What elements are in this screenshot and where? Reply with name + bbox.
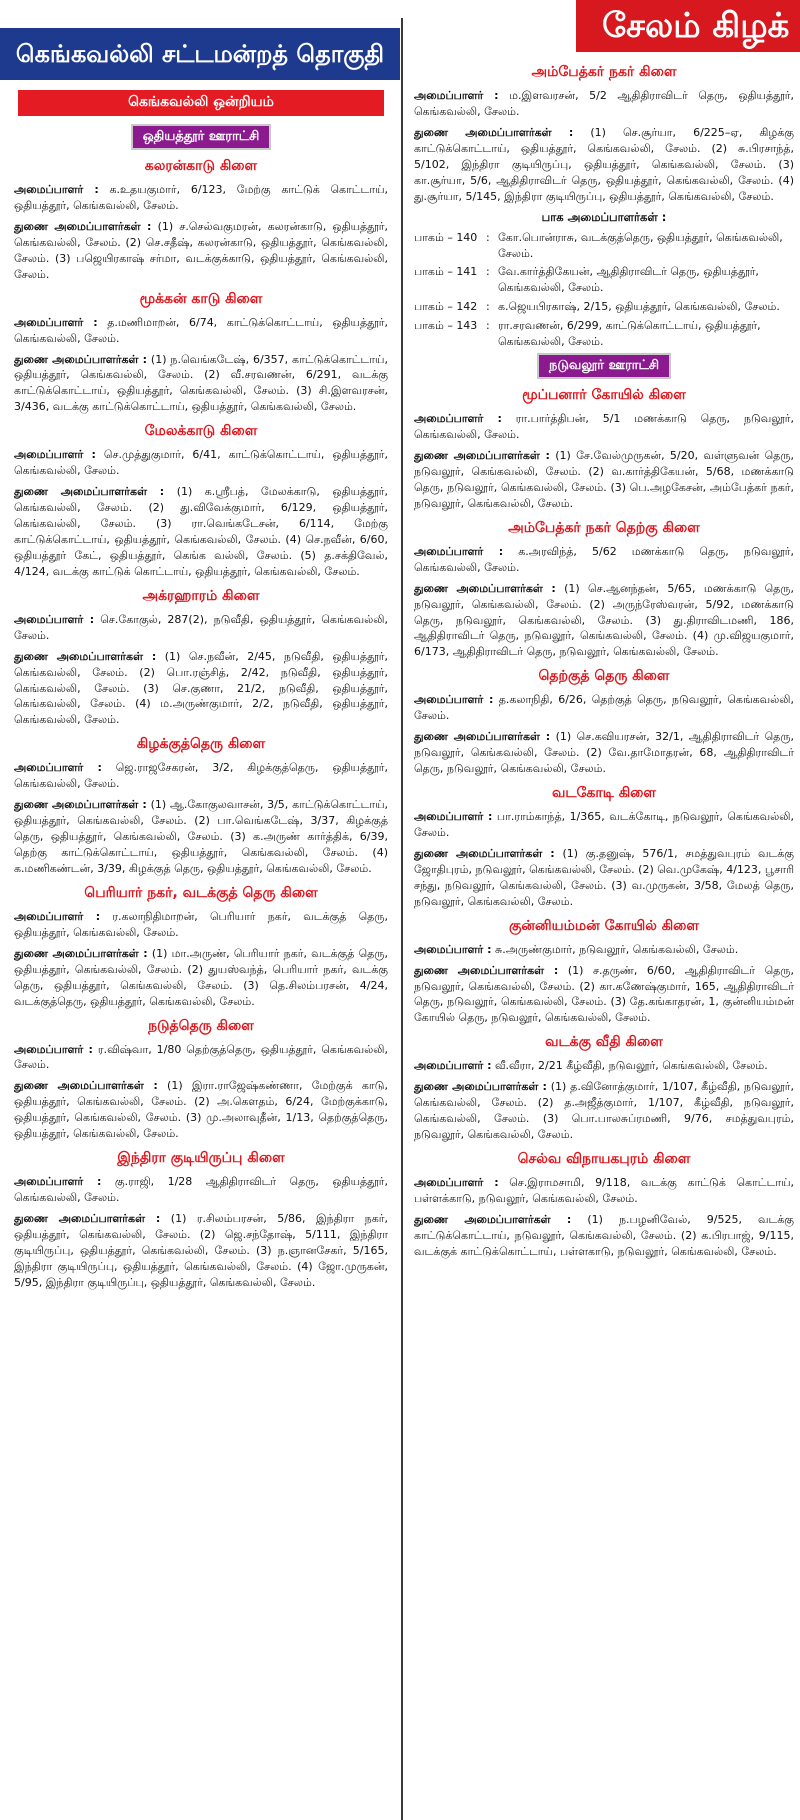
branch-section bbox=[14, 291, 388, 416]
organizer-text: கு.ராஜி, 1/28 ஆதிதிராவிடர் தெரு, ஒதியத்தூர், கெங்கவல்லி, சேலம். bbox=[14, 1175, 388, 1205]
branch-title: அக்ரஹாரம் கிளை bbox=[142, 587, 260, 604]
deputies-text: (1) க.ஸ்ரீபத், மேலக்காடு, ஒதியத்தூர், கெங்கவல்லி, சேலம். (2) து.விவேக்குமார், 6/129, ஒதியத்தூர், கெங்கவல்லி, சேலம். (3) ரா.வெங்கடேசன், 6/114, மேற்கு காட்டுக்கொட்டாய், ஒதியத்தூர், கெங்கவல்லி, சேலம். (4) செ.நவீன், 6/60, ஒதியத்தூர் கேட், ஒதியத்தூர், கெங்க வல்லி, சேலம். (5) த.சக்திவேல், 4/124, வடக்கு காட்டுக் கொட்டாய், ஒதியத்தூர், கெங்கவல்லி, சேலம். bbox=[14, 485, 388, 578]
deputies-label: துணை அமைப்பாளர்கள் : bbox=[414, 125, 574, 139]
deputies-label: துணை அமைப்பாளர்கள் : bbox=[14, 946, 148, 960]
deputies-entry bbox=[414, 963, 794, 1027]
branch-section bbox=[414, 668, 794, 777]
branch-section bbox=[414, 64, 794, 205]
organizer-label: அமைப்பாளர் : bbox=[14, 315, 98, 329]
deputies-label: துணை அமைப்பாளர்கள் : bbox=[414, 1212, 572, 1226]
deputies-label: துணை அமைப்பாளர்கள் : bbox=[414, 846, 555, 860]
branch-title: கலரன்காடு கிளை bbox=[144, 158, 258, 174]
booth-organizers bbox=[414, 210, 794, 351]
organizer-entry bbox=[414, 942, 794, 958]
branch-section bbox=[414, 1034, 794, 1143]
branch-title: அம்பேத்கர் நகர் தெற்கு கிளை bbox=[508, 519, 700, 536]
organizer-entry bbox=[414, 411, 794, 443]
organizer-entry bbox=[14, 612, 388, 644]
deputies-text: (1) செ.சூர்யா, 6/225–ஏ, கிழக்கு காட்டுக்கொட்டாய், ஒதியத்தூர், கெங்கவல்லி, சேலம். (2) சு.பிரசாந்த், 5/102, இந்திரா குடியிருப்பு, ஒதியத்தூர், கெங்கவல்லி, சேலம். (3) கா.சூர்யா, 5/6, ஆதிதிராவிடர் தெரு, ஒதியத்தூர், கெங்கவல்லி, சேலம். (4) து.சூர்யா, 5/145, இந்திரா குடியிருப்பு, ஒதியத்தூர், கெங்கவல்லி, சேலம். bbox=[414, 125, 794, 203]
deputies-text: (1) ர.சிலம்பரசன், 5/86, இந்திரா நகர், ஒதியத்தூர், கெங்கவல்லி, சேலம். (2) ஜெ.சந்தோஷ், 5/111, இந்திரா குடியிருப்பு, ஒதியத்தூர், கெங்கவல்லி, சேலம். (3) ந.ஞானசேகர், 5/165, இந்திரா குடியிருப்பு, ஒதியத்தூர், கெங்கவல்லி, சேலம். (4) ஜோ.முருகன், 5/95, இந்திரா குடியிருப்பு, ஒதியத்தூர், கெங்கவல்லி, சேலம். bbox=[14, 1212, 388, 1289]
branch-section bbox=[414, 520, 794, 661]
booth-heading: பாக அமைப்பாளர்கள் : bbox=[541, 209, 667, 224]
booth-text: கோ.பொன்ராசு, வடக்குத்தெரு, ஒதியத்தூர், கெங்கவல்லி, சேலம். bbox=[498, 230, 783, 260]
branch-title: வடக்கு வீதி கிளை bbox=[545, 1034, 663, 1051]
organizer-label: அமைப்பாளர் : bbox=[414, 1176, 499, 1189]
organizer-label: அமைப்பாளர் : bbox=[414, 810, 493, 823]
organizer-label: அமைப்பாளர் : bbox=[14, 1175, 102, 1189]
organizer-text: செ.முத்துகுமார், 6/41, காட்டுக்கொட்டாய், ஒதியத்தூர், கெங்கவல்லி, சேலம். bbox=[14, 448, 388, 478]
deputies-label: துணை அமைப்பாளர்கள் : bbox=[414, 581, 556, 595]
deputies-entry bbox=[414, 846, 794, 910]
branch-section bbox=[14, 588, 388, 729]
branch-title: மேலக்காடு கிளை bbox=[144, 423, 258, 440]
branch-title: இந்திரா குடியிருப்பு கிளை bbox=[117, 1150, 285, 1167]
organizer-label: அமைப்பாளர் : bbox=[414, 89, 499, 102]
deputies-text: (1) ச.செல்வகுமரன், கலரன்காடு, ஒதியத்தூர், கெங்கவல்லி, சேலம். (2) செ.சதீஷ், கலரன்காடு, ஒதியத்தூர், கெங்கவல்லி, சேலம். (3) பஜெயிரகாஷ் சர்மா, வடக்குக்காடு, ஒதியத்தூர், கெங்கவல்லி, சேலம். bbox=[14, 219, 388, 281]
deputies-label: துணை அமைப்பாளர்கள் : bbox=[414, 730, 551, 744]
branch-title: செல்வ விநாயகபுரம் கிளை bbox=[517, 1151, 691, 1167]
deputies-label: துணை அமைப்பாளர்கள் : bbox=[14, 1079, 158, 1093]
booth-number: பாகம் – 140 bbox=[414, 230, 478, 244]
organizer-entry bbox=[14, 1174, 388, 1206]
organizer-label: அமைப்பாளர் : bbox=[14, 183, 99, 196]
deputies-text: (1) செ.நவீன், 2/45, நடுவீதி, ஒதியத்தூர், கெங்கவல்லி, சேலம். (2) பொ.ரஞ்சித், 2/42, நடுவீதி, ஒதியத்தூர், கெங்கவல்லி, சேலம். (3) செ.குணா, 21/2, நடுவீதி, ஒதியத்தூர், கெங்கவல்லி, சேலம். (4) ம.அருண்குமார், 2/2, நடுவீதி, ஒதியத்தூர், கெங்கவல்லி, சேலம். bbox=[14, 649, 388, 727]
deputies-text: (1) செ.ஆனந்தன், 5/65, மணக்காடு தெரு, நடுவலூர், கெங்கவல்லி, சேலம். (2) அருந்ரேஸ்வரன், 5/92, மணக்காடு தெரு, நடுவலூர், கெங்கவல்லி, சேலம். (3) து.திராவிடமணி, 186, ஆதிதிராவிடர் தெரு, நடுவலூர், கெங்கவல்லி, சேலம். (4) மு.விஜயகுமார், 6/173, ஆதிதிராவிடர் தெரு, நடுவலூர், கெங்கவல்லி, சேலம். bbox=[414, 581, 794, 659]
organizer-entry bbox=[414, 544, 794, 576]
organizer-label: அமைப்பாளர் : bbox=[414, 412, 502, 426]
constituency-title: கெங்கவல்லி சட்டமன்றத் தொகுதி bbox=[0, 28, 400, 80]
organizer-entry bbox=[14, 182, 388, 214]
organizer-entry bbox=[414, 88, 794, 120]
deputies-entry bbox=[414, 448, 794, 512]
organizer-entry bbox=[414, 809, 794, 841]
deputies-entry bbox=[14, 649, 388, 729]
branch-section bbox=[14, 423, 388, 580]
organizer-label: அமைப்பாளர் : bbox=[414, 544, 504, 558]
deputies-text: (1) சே.வேல்முருகன், 5/20, வள்ளுவன் தெரு, நடுவலூர், கெங்கவல்லி, சேலம். (2) வ.கார்த்திகேயன், 5/68, மணக்காடு தெரு, நடுவலூர், கெங்கவல்லி, சேலம். (3) பெ.அழகேசன், அம்பேத்கர் நகர், நடுவலூர், கெங்கவல்லி, சேலம். bbox=[414, 449, 794, 510]
district-banner: சேலம் கிழக் bbox=[576, 0, 800, 52]
deputies-text: (1) கு.தனுஷ், 576/1, சமத்துவபுரம் வடக்கு ஜோதிபுரம், நடுவலூர், கெங்கவல்லி, சேலம். (2) வெ.முகேஷ், 4/123, பூசாரி சந்து, நடுவலூர், கெங்கவல்லி, சேலம். (3) வ.முருகன், 3/58, மேலத் தெரு, நடுவலூர், கெங்கவல்லி, சேலம். bbox=[414, 846, 794, 908]
deputies-label: துணை அமைப்பாளர்கள் : bbox=[14, 485, 165, 499]
organizer-label: அமைப்பாளர் : bbox=[414, 942, 492, 956]
branch-section bbox=[414, 387, 794, 512]
deputies-label: துணை அமைப்பாளர்கள் : bbox=[14, 798, 147, 812]
branch-title: வடகோடி கிளை bbox=[551, 785, 657, 801]
deputies-label: துணை அமைப்பாளர்கள் : bbox=[414, 1080, 547, 1094]
organizer-text: ர.கலாநிதிமாறன், பெரியார் நகர், வடக்குத் தெரு, ஒதியத்தூர், கெங்கவல்லி, சேலம். bbox=[14, 909, 388, 939]
deputies-entry bbox=[14, 352, 388, 416]
deputies-label: துணை அமைப்பாளர்கள் : bbox=[14, 1212, 161, 1225]
organizer-text: த.கலாநிதி, 6/26, தெற்குத் தெரு, நடுவலூர், கெங்கவல்லி, சேலம். bbox=[414, 693, 794, 723]
organizer-label: அமைப்பாளர் : bbox=[14, 909, 101, 923]
booth-text: க.ஜெயபிரகாஷ், 2/15, ஒதியத்தூர், கெங்கவல்லி, சேலம். bbox=[498, 300, 780, 314]
organizer-text: க.அரவிந்த், 5/62 மணக்காடு தெரு, நடுவலூர், கெங்கவல்லி, சேலம். bbox=[414, 544, 794, 574]
branch-section bbox=[414, 785, 794, 910]
panchayat-odiyathur: ஒதியத்தூர் ஊராட்சி bbox=[131, 124, 272, 150]
branch-title: நடுத்தெரு கிளை bbox=[148, 1017, 254, 1034]
deputies-text: (1) செ.கவியரசன், 32/1, ஆதிதிராவிடர் தெரு, நடுவலூர், கெங்கவல்லி, சேலம். (2) வே.தாமோதரன், 68, ஆதிதிராவிடர் தெரு, நடுவலூர், கெங்கவல்லி, சேலம். bbox=[414, 730, 794, 776]
branch-section bbox=[14, 1150, 388, 1291]
deputies-entry bbox=[14, 1211, 388, 1291]
deputies-text: (1) ச.தருண், 6/60, ஆதிதிராவிடர் தெரு, நடுவலூர், கெங்கவல்லி, சேலம். (2) கா.கணேஷ்குமார், 165, ஆதிதிராவிடர் தெரு, நடுவலூர், கெங்கவல்லி, சேலம். (3) தே.கங்காதரன், 1, குன்னியம்மன் கோயில் தெரு, நடுவலூர், கெங்கவல்லி, சேலம். bbox=[414, 963, 794, 1025]
branch-section bbox=[414, 918, 794, 1027]
deputies-text: (1) ந.வெங்கடேஷ், 6/357, காட்டுக்கொட்டாய், ஒதியத்தூர், கெங்கவல்லி, சேலம். (2) வீ.சரவணன், 6/291, வடக்கு காட்டுக்கொட்டாய், ஒதியத்தூர், கெங்கவல்லி, சேலம். (3) சி.இளவரசன், 3/436, வடக்கு காட்டுக்கொட்டாய், ஒதியத்தூர், கெங்கவல்லி, சேலம். bbox=[14, 352, 388, 414]
organizer-text: செ.இராமசாமி, 9/118, வடக்கு காட்டுக் கொட்டாய், பள்ளக்காடு, நடுவலூர், கெங்கவல்லி, சேலம். bbox=[414, 1176, 794, 1205]
organizer-entry bbox=[14, 447, 388, 479]
branch-section bbox=[14, 736, 388, 877]
organizer-label: அமைப்பாளர் : bbox=[14, 1042, 93, 1056]
branch-title: மூக்கன் காடு கிளை bbox=[139, 290, 263, 307]
booth-row bbox=[414, 299, 794, 315]
organizer-entry bbox=[414, 692, 794, 724]
organizer-text: த.மணிமாறன், 6/74, காட்டுக்கொட்டாய், ஒதியத்தூர், கெங்கவல்லி, சேலம். bbox=[14, 315, 388, 345]
branch-title: அம்பேத்கர் நகர் கிளை bbox=[531, 64, 677, 80]
union-heading: கெங்கவல்லி ஒன்றியம் bbox=[18, 90, 384, 116]
organizer-entry bbox=[14, 1042, 388, 1074]
deputies-label: துணை அமைப்பாளர்கள் : bbox=[414, 449, 550, 462]
deputies-entry bbox=[414, 1212, 794, 1260]
booth-text: வே.கார்த்திகேயன், ஆதிதிராவிடர் தெரு, ஒதியத்தூர், கெங்கவல்லி, சேலம். bbox=[498, 265, 759, 295]
branch-section bbox=[14, 885, 388, 1010]
booth-colon: : bbox=[486, 300, 490, 314]
panchayat-naduvalur: நடுவலூர் ஊராட்சி bbox=[537, 353, 671, 379]
organizer-text: செ.கோகுல், 287(2), நடுவீதி, ஒதியத்தூர், கெங்கவல்லி, சேலம். bbox=[14, 612, 388, 642]
organizer-text: ர.விஷ்வா, 1/80 தெற்குத்தெரு, ஒதியத்தூர், கெங்கவல்லி, சேலம். bbox=[14, 1042, 388, 1072]
booth-colon: : bbox=[486, 230, 490, 244]
organizer-label: அமைப்பாளர் : bbox=[14, 612, 95, 626]
deputies-text: (1) மா.அருண், பெரியார் நகர், வடக்குத் தெரு, ஒதியத்தூர், கெங்கவல்லி, சேலம். (2) துயஸ்வந்த், பெரியார் நகர், வடக்கு தெரு, ஒதியத்தூர், கெங்கவல்லி, சேலம். (3) தெ.சிலம்பரசன், 4/24, வடக்குத்தெரு, ஒதியத்தூர், கெங்கவல்லி, சேலம். bbox=[14, 946, 388, 1008]
deputies-label: துணை அமைப்பாளர்கள் : bbox=[14, 352, 148, 366]
right-column bbox=[414, 56, 794, 1816]
booth-number: பாகம் – 141 bbox=[414, 265, 478, 279]
branch-title: மூப்பனார் கோயில் கிளை bbox=[522, 387, 686, 404]
deputies-text: (1) ஆ.கோகுலவாசன், 3/5, காட்டுக்கொட்டாய், ஒதியத்தூர், கெங்கவல்லி, சேலம். (2) பா.வெங்கடேஷ், 3/37, கிழக்குத் தெரு, ஒதியத்தூர், கெங்கவல்லி, சேலம். (3) க.அருண் கார்த்திக், 6/39, தெற்கு காட்டுக்கொட்டாய், ஒதியத்தூர், கெங்கவல்லி, சேலம். (4) க.மணிகண்டன், 3/39, கிழக்குத் தெரு, ஒதியத்தூர், கெங்கவல்லி, சேலம். bbox=[14, 798, 388, 875]
branch-title: பெரியார் நகர், வடக்குத் தெரு கிளை bbox=[84, 884, 318, 901]
organizer-text: சு.அருண்குமார், நடுவலூர், கெங்கவல்லி, சேலம். bbox=[495, 942, 739, 956]
organizer-text: க.உதயகுமார், 6/123, மேற்கு காட்டுக் கொட்டாய், ஒதியத்தூர், கெங்கவல்லி, சேலம். bbox=[14, 183, 388, 212]
organizer-text: ரா.பார்த்திபன், 5/1 மணக்காடு தெரு, நடுவலூர், கெங்கவல்லி, சேலம். bbox=[414, 412, 794, 442]
branch-title: தெற்குத் தெரு கிளை bbox=[538, 668, 670, 685]
deputies-text: (1) ந.பழனிவேல், 9/525, வடக்கு காட்டுக்கொட்டாய், நடுவலூர், கெங்கவல்லி, சேலம். (2) க.பிரபாஜ், 9/115, வடக்குக் காட்டுக்கொட்டாய், பள்ளகாடு, நடுவலூர், கெங்கவல்லி, சேலம். bbox=[414, 1212, 794, 1258]
booth-row bbox=[414, 318, 794, 350]
deputies-entry bbox=[14, 946, 388, 1010]
deputies-text: (1) த.வினோத்குமார், 1/107, கீழ்வீதி, நடுவலூர், கெங்கவல்லி, சேலம். (2) த.அஜீத்குமார், 1/107, கீழ்வீதி, நடுவலூர், கெங்கவல்லி, சேலம். (3) பொ.பாலசுப்ரமணி, 9/76, சமத்துவபுரம், நடுவலூர், கெங்கவல்லி, சேலம். bbox=[414, 1080, 794, 1142]
deputies-entry bbox=[414, 729, 794, 777]
deputies-label: துணை அமைப்பாளர்கள் : bbox=[14, 649, 157, 663]
deputies-label: துணை அமைப்பாளர்கள் : bbox=[414, 963, 559, 977]
deputies-entry bbox=[14, 219, 388, 283]
deputies-entry bbox=[14, 484, 388, 580]
branch-title: கிழக்குத்தெரு கிளை bbox=[136, 736, 266, 753]
organizer-label: அமைப்பாளர் : bbox=[14, 448, 96, 462]
organizer-entry bbox=[14, 315, 388, 347]
booth-row bbox=[414, 264, 794, 296]
booth-text: ரா.சரவணன், 6/299, காட்டுக்கொட்டாய், ஒதியத்தூர், கெங்கவல்லி, சேலம். bbox=[498, 319, 761, 349]
deputies-entry bbox=[14, 1078, 388, 1142]
organizer-label: அமைப்பாளர் : bbox=[414, 693, 494, 707]
deputies-entry bbox=[414, 1079, 794, 1143]
booth-colon: : bbox=[486, 265, 490, 279]
deputies-entry bbox=[14, 797, 388, 877]
booth-colon: : bbox=[486, 319, 490, 333]
panchayat-heading-wrap bbox=[414, 353, 794, 379]
left-column bbox=[14, 90, 388, 1816]
organizer-text: ம.இளவரசன், 5/2 ஆதிதிராவிடர் தெரு, ஒதியத்தூர், கெங்கவல்லி, சேலம். bbox=[414, 89, 794, 118]
branch-section bbox=[414, 1151, 794, 1260]
deputies-entry bbox=[414, 125, 794, 205]
organizer-text: வீ.வீரா, 2/21 கீழ்வீதி, நடுவலூர், கெங்கவல்லி, சேலம். bbox=[495, 1059, 768, 1073]
booth-row bbox=[414, 230, 794, 262]
organizer-text: பா.ராம்காந்த், 1/365, வடக்கோடி, நடுவலூர், கெங்கவல்லி, சேலம். bbox=[414, 810, 794, 839]
organizer-entry bbox=[14, 909, 388, 941]
booth-number: பாகம் – 142 bbox=[414, 300, 478, 314]
organizer-entry bbox=[14, 760, 388, 792]
deputies-label: துணை அமைப்பாளர்கள் : bbox=[14, 219, 152, 233]
deputies-text: (1) இரா.ராஜேஷ்கண்ணா, மேற்குக் காடு, ஒதியத்தூர், கெங்கவல்லி, சேலம். (2) அ.கௌதம், 6/24, மேற்குக்காடு, ஒதியத்தூர், கெங்கவல்லி, சேலம். (3) மு.அலாவுதீன், 1/13, தெற்குத்தெரு, ஒதியத்தூர், கெங்கவல்லி, சேலம். bbox=[14, 1079, 388, 1141]
organizer-label: அமைப்பாளர் : bbox=[14, 761, 102, 775]
branch-section bbox=[14, 158, 388, 283]
branch-title: குன்னியம்மன் கோயில் கிளை bbox=[508, 917, 700, 934]
organizer-entry bbox=[414, 1175, 794, 1207]
panchayat-heading-wrap bbox=[14, 124, 388, 150]
organizer-text: ஜெ.ராஜசேகரன், 3/2, கிழக்குத்தெரு, ஒதியத்தூர், கெங்கவல்லி, சேலம். bbox=[14, 761, 388, 791]
booth-number: பாகம் – 143 bbox=[414, 319, 478, 333]
column-divider bbox=[401, 18, 403, 1820]
organizer-entry bbox=[414, 1058, 794, 1074]
deputies-entry bbox=[414, 581, 794, 661]
branch-section bbox=[14, 1018, 388, 1143]
organizer-label: அமைப்பாளர் : bbox=[414, 1059, 492, 1073]
